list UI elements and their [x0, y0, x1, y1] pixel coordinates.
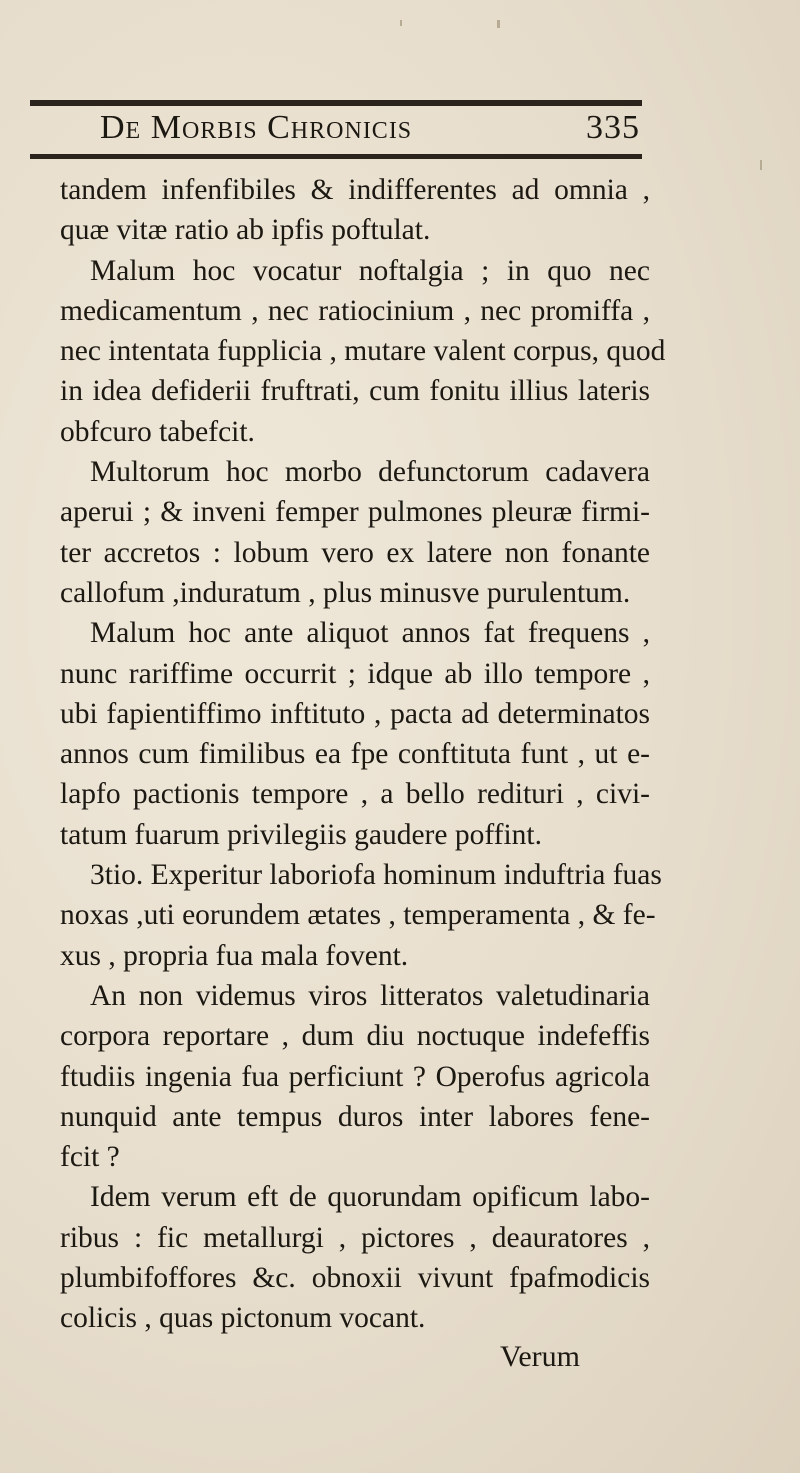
- text-line: noxas ,uti eorundem ætates , temperamenta , & fe-: [60, 899, 656, 932]
- text-line: corpora reportare , dum diu noctuque indefeffis: [60, 1020, 650, 1053]
- text-line: obfcuro tabefcit.: [60, 415, 255, 448]
- text-line: annos cum fimilibus ea fpe conftituta funt , ut e-: [60, 738, 650, 771]
- text-line: nunquid ante tempus duros inter labores fene-: [60, 1100, 650, 1133]
- text-line: Malum hoc ante aliquot annos fat frequens ,: [90, 617, 650, 650]
- text-line: tatum fuarum privilegiis gaudere poffint.: [60, 818, 542, 851]
- text-line: Malum hoc vocatur noftalgia ; in quo nec: [90, 254, 650, 287]
- text-line: xus , propria fua mala fovent.: [60, 939, 409, 972]
- text-line: quæ vitæ ratio ab ipfis poftulat.: [60, 214, 431, 247]
- text-line: callofum ,induratum , plus minusve purulentum.: [60, 576, 631, 609]
- text-line: An non videmus viros litteratos valetudinaria: [90, 979, 650, 1012]
- running-title: De Morbis Chronicis: [100, 109, 413, 146]
- text-line: fcit ?: [60, 1141, 120, 1174]
- text-line: ter accretos : lobum vero ex latere non fonante: [60, 536, 650, 569]
- text-line: ftudiis ingenia fua perficiunt ? Operofus agricola: [60, 1060, 650, 1093]
- text-line: colicis , quas pictonum vocant.: [60, 1302, 426, 1335]
- text-line: in idea defiderii fruftrati, cum fonitu illius lateris: [60, 375, 650, 408]
- text-line: ubi fapientiffimo inftituto , pacta ad determinatos: [60, 697, 650, 730]
- text-line: 3tio. Experitur laboriofa hominum induftria fuas: [90, 859, 662, 892]
- text-line: ribus : fic metallurgi , pictores , deauratores ,: [60, 1221, 650, 1254]
- body-text: [60, 170, 666, 1339]
- catchword: Verum: [500, 1340, 580, 1373]
- text-line: Idem verum eft de quorundam opificum labo-: [90, 1181, 650, 1214]
- text-line: plumbifoffores &c. obnoxii vivunt fpafmodicis: [60, 1262, 650, 1295]
- text-line: nunc rariffime occurrit ; idque ab illo tempore ,: [60, 657, 650, 690]
- text-line: nec intentata fupplicia , mutare valent corpus, quod: [60, 335, 666, 368]
- text-line: tandem infenfibiles & indifferentes ad omnia ,: [60, 174, 650, 206]
- text-line: medicamentum , nec ratiocinium , nec promiffa ,: [60, 294, 650, 327]
- paper-speck: [400, 20, 402, 26]
- page-number: 335: [586, 109, 640, 146]
- paper-speck: [497, 20, 500, 28]
- paper-speck: [760, 160, 762, 170]
- header-rule-bottom: [30, 154, 642, 159]
- text-line: Multorum hoc morbo defunctorum cadavera: [90, 456, 650, 489]
- text-line: lapfo pactionis tempore , a bello redituri , civi-: [60, 778, 650, 811]
- running-header: [100, 104, 640, 152]
- text-line: aperui ; & inveni femper pulmones pleuræ firmi-: [60, 496, 650, 529]
